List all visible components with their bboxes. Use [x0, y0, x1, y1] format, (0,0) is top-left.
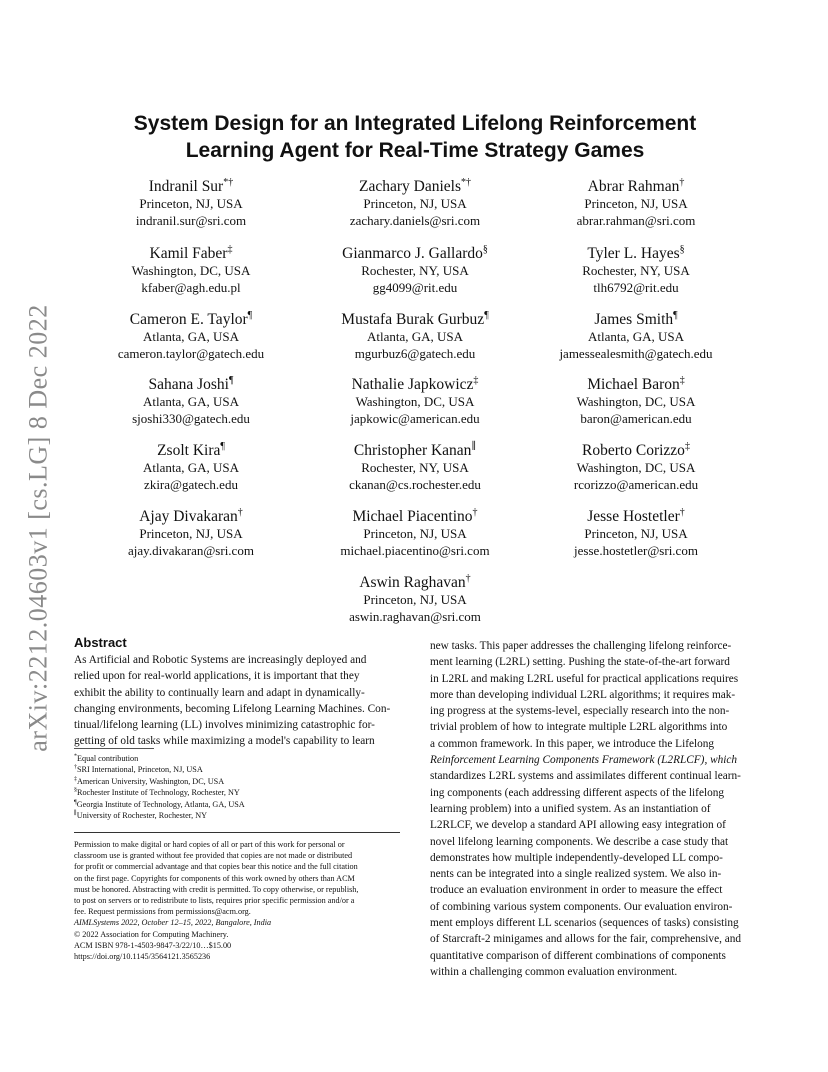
author-email[interactable]: gg4099@rit.edu [372, 279, 458, 295]
author-name: Michael Baron‡ [587, 374, 685, 393]
permission-line: on the first page. Copyrights for components of this work owned by others than ACM [74, 873, 355, 883]
author-location: Princeton, NJ, USA [139, 196, 243, 211]
abstract-line: quantitative comparison of different combinations of components [430, 949, 726, 962]
abstract-section [74, 635, 400, 750]
author-location: Princeton, NJ, USA [363, 196, 467, 211]
abstract-line: ment learning (L2RL) setting. Pushing the state-of-the-art forward [430, 656, 730, 669]
author-email[interactable]: ajay.divakaran@sri.com [128, 542, 254, 558]
author-entry [290, 574, 540, 625]
author-email[interactable]: jesse.hostetler@sri.com [574, 542, 698, 558]
author-location: Princeton, NJ, USA [584, 196, 688, 211]
title-line: Learning Agent for Real-Time Strategy Games [185, 139, 645, 162]
author-location: Princeton, NJ, USA [584, 526, 688, 541]
author-email[interactable]: japkowic@american.edu [350, 410, 480, 426]
author-name: Michael Piacentino† [352, 506, 478, 525]
author-location: Atlanta, GA, USA [587, 329, 685, 344]
arxiv-identifier-text: arXiv:2212.04603v1 [cs.LG] 8 Dec 2022 [24, 304, 54, 752]
footnote: §Rochester Institute of Technology, Rochester, NY [74, 787, 240, 798]
author-name: Abrar Rahman† [587, 176, 685, 195]
author-location: Washington, DC, USA [131, 263, 251, 278]
author-name: Nathalie Japkowicz‡ [351, 374, 479, 393]
author-name: Roberto Corizzo‡ [582, 440, 690, 459]
permission-line: must be honored. Abstracting with credit is permitted. To copy otherwise, or republish, [74, 884, 359, 894]
author-name: Jesse Hostetler† [587, 506, 685, 525]
author-entry [66, 245, 316, 296]
abstract-line: trivial problem of how to integrate multiple L2RL algorithms into [430, 721, 728, 734]
abstract-line: more than developing individual L2RL algorithms; it requires mak- [430, 688, 736, 701]
abstract-line: learning problem) into a unified system. As an instantiation of [430, 802, 711, 815]
author-entry [511, 245, 761, 296]
author-entry [290, 178, 540, 229]
abstract-line: of Starcraft-2 minigames and allows for the fair, comprehensive, and [430, 933, 742, 946]
footnote: ‡American University, Washington, DC, USA [74, 776, 225, 786]
author-location: Atlanta, GA, USA [366, 329, 464, 344]
author-name: Mustafa Burak Gurbuz¶ [341, 309, 489, 328]
author-email[interactable]: sjoshi330@gatech.edu [132, 410, 250, 426]
affiliation-footnotes [74, 748, 400, 821]
author-entry [511, 311, 761, 362]
author-location: Rochester, NY, USA [582, 263, 690, 278]
author-location: Rochester, NY, USA [361, 263, 469, 278]
abstract-line: changing environments, becoming Lifelong Learning Machines. Con- [74, 702, 391, 715]
author-location: Princeton, NJ, USA [363, 526, 467, 541]
author-name: Kamil Faber‡ [149, 243, 233, 262]
author-email[interactable]: cameron.taylor@gatech.edu [117, 345, 265, 361]
author-entry [66, 508, 316, 559]
author-email[interactable]: tlh6792@rit.edu [593, 279, 679, 295]
footnote: †SRI International, Princeton, NJ, USA [74, 764, 203, 775]
abstract-heading: Abstract [74, 635, 127, 650]
author-email[interactable]: mgurbuz6@gatech.edu [354, 345, 476, 361]
permission-line: to post on servers or to redistribute to lists, requires prior specific permission and/or a [74, 896, 355, 906]
abstract-line: nents can be integrated into a single realized system. We also in- [430, 868, 722, 881]
author-email[interactable]: baron@american.edu [580, 410, 692, 426]
abstract-line: troduce an evaluation environment in order to measure the effect [430, 884, 723, 897]
author-name: Tyler L. Hayes§ [587, 243, 685, 262]
author-name: Indranil Sur*† [148, 176, 234, 195]
abstract-line: Reinforcement Learning Components Framework (L2RLCF), which [430, 754, 738, 767]
abstract-line: getting of old tasks while maximizing a model's capability to learn [74, 735, 375, 748]
abstract-line: a common framework. In this paper, we introduce the Lifelong [430, 737, 715, 750]
abstract-line: L2RLCF, we develop a standard API allowing easy integration of [430, 819, 726, 832]
author-email[interactable]: rcorizzo@american.edu [573, 476, 699, 492]
author-name: Christopher Kanan∥ [353, 440, 477, 459]
author-location: Princeton, NJ, USA [139, 526, 243, 541]
abstract-line: of combining various system components. Our evaluation environ- [430, 900, 733, 913]
author-name: Cameron E. Taylor¶ [129, 309, 253, 328]
author-email[interactable]: zkira@gatech.edu [144, 476, 238, 492]
author-entry [290, 245, 540, 296]
abstract-right-text [430, 638, 756, 980]
permission-line: for profit or commercial advantage and that copies bear this notice and the full citation [74, 862, 358, 872]
author-location: Princeton, NJ, USA [363, 592, 467, 607]
conference-info: AIMLSystems 2022, October 12–15, 2022, Bangalore, India [74, 918, 272, 928]
author-entry [511, 508, 761, 559]
author-name: Gianmarco J. Gallardo§ [342, 243, 488, 262]
abstract-line: novel lifelong learning components. We describe a case study that [430, 835, 729, 848]
author-email[interactable]: indranil.sur@sri.com [135, 212, 247, 228]
copyright-line: © 2022 Association for Computing Machinery. [74, 929, 229, 939]
author-name: Aswin Raghavan† [359, 572, 471, 591]
author-entry [290, 442, 540, 493]
author-name: Sahana Joshi¶ [148, 374, 234, 393]
author-email[interactable]: zachary.daniels@sri.com [349, 212, 481, 228]
author-entry [511, 178, 761, 229]
author-location: Washington, DC, USA [576, 460, 696, 475]
author-entry [290, 311, 540, 362]
permission-line: Permission to make digital or hard copies of all or part of this work for personal or [74, 840, 345, 849]
abstract-line: ing progress at the systems-level, especially research into the non- [430, 705, 730, 718]
author-entry [511, 376, 761, 427]
author-entry [290, 376, 540, 427]
permission-line: fee. Request permissions from permissions@acm.org. [74, 907, 251, 917]
footnote: *Equal contribution [74, 753, 139, 763]
permission-notice [74, 832, 400, 962]
permission-line: classroom use is granted without fee provided that copies are not made or distributed [74, 851, 353, 861]
abstract-line: demonstrates how multiple independently-developed LL compo- [430, 851, 723, 864]
author-entry [66, 178, 316, 229]
author-location: Washington, DC, USA [355, 394, 475, 409]
author-name: Zsolt Kira¶ [157, 440, 225, 459]
abstract-line: within a challenging common evaluation environment. [430, 965, 678, 978]
abstract-line: in L2RL and making L2RL useful for practical applications requires [430, 672, 739, 685]
author-entry [66, 442, 316, 493]
abstract-line: standardizes L2RL systems and assimilates different continual learn- [430, 770, 741, 783]
arxiv-identifier [14, 293, 64, 763]
abstract-line: tinual/lifelong learning (LL) involves minimizing catastrophic for- [74, 719, 375, 732]
author-entry [66, 376, 316, 427]
author-name: James Smith¶ [594, 309, 678, 328]
paper-title [90, 110, 740, 164]
abstract-line: As Artificial and Robotic Systems are increasingly deployed and [74, 654, 367, 666]
footnote: ∥University of Rochester, Rochester, NY [74, 810, 208, 821]
author-entry [66, 311, 316, 362]
abstract-left-text [74, 652, 400, 750]
author-email[interactable]: abrar.rahman@sri.com [576, 212, 696, 228]
abstract-line: relied upon for real-world applications, it is important that they [74, 670, 360, 683]
abstract-line: new tasks. This paper addresses the challenging lifelong reinforce- [430, 640, 732, 652]
author-email[interactable]: aswin.raghavan@sri.com [349, 608, 481, 624]
footnote: ¶Georgia Institute of Technology, Atlanta, GA, USA [74, 798, 245, 809]
footnote-divider [74, 748, 154, 749]
permission-divider [74, 832, 400, 833]
abstract-line: ing components (each addressing different aspects of the lifelong [430, 786, 725, 799]
doi-link[interactable]: https://doi.org/10.1145/3564121.3565236 [74, 952, 211, 962]
author-name: Ajay Divakaran† [139, 506, 243, 525]
author-email[interactable]: jamessealesmith@gatech.edu [559, 345, 713, 361]
author-location: Atlanta, GA, USA [142, 394, 240, 409]
author-email[interactable]: michael.piacentino@sri.com [340, 542, 490, 558]
author-location: Rochester, NY, USA [361, 460, 469, 475]
author-email[interactable]: ckanan@cs.rochester.edu [349, 476, 481, 492]
isbn-line: ACM ISBN 978-1-4503-9847-3/22/10…$15.00 [74, 940, 232, 950]
author-entry [290, 508, 540, 559]
author-email[interactable]: kfaber@agh.edu.pl [141, 279, 241, 295]
title-line: System Design for an Integrated Lifelong Reinforcement [133, 112, 697, 135]
abstract-line: exhibit the ability to continually learn and adapt in dynamically- [74, 686, 365, 699]
author-entry [511, 442, 761, 493]
abstract-line: ment employs different LL scenarios (sequences of tasks) consisting [430, 917, 739, 930]
author-location: Washington, DC, USA [576, 394, 696, 409]
author-name: Zachary Daniels*† [359, 176, 471, 195]
author-location: Atlanta, GA, USA [142, 329, 240, 344]
author-location: Atlanta, GA, USA [142, 460, 240, 475]
